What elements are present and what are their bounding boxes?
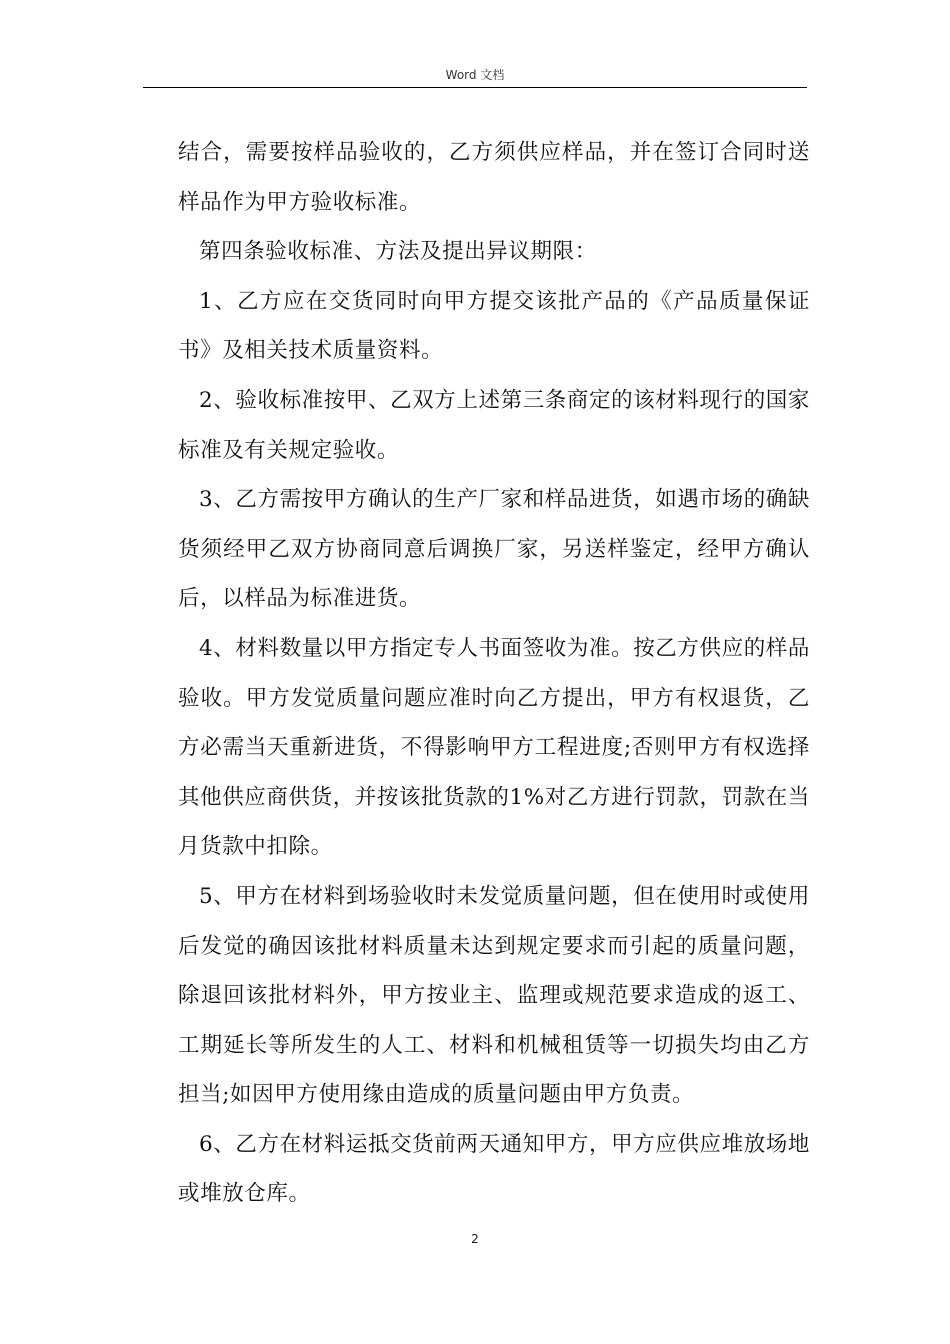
document-body [178, 128, 810, 1219]
page-header: Word 文档 [445, 68, 505, 82]
paragraph-article-four-heading: 第四条验收标准、方法及提出异议期限： [199, 239, 597, 265]
paragraph-clause-4: 4、材料数量以甲方指定专人书面签收为准。按乙方供应的样品验收。甲方发觉质量问题应准时向乙方提出，甲方有权退货，乙方必需当天重新进货，不得影响甲方工程进度;否则甲方有权选择其他供应商供货，并按该批货款的1%对乙方进行罚款，罚款在当月货款中扣除。 [178, 635, 811, 860]
paragraph-clause-5: 5、甲方在材料到场验收时未发觉质量问题，但在使用时或使用后发觉的确因该批材料质量未达到规定要求而引起的质量问题，除退回该批材料外，甲方按业主、监理或规范要求造成的返工、工期延长等所发生的人工、材料和机械租赁等一切损失均由乙方担当;如因甲方使用缘由造成的质量问题由甲方负责。 [178, 883, 810, 1108]
paragraph-clause-2: 2、验收标准按甲、乙双方上述第三条商定的该材料现行的国家标准及有关规定验收。 [178, 387, 810, 463]
header-divider [143, 87, 807, 88]
paragraph-clause-6: 6、乙方在材料运抵交货前两天通知甲方，甲方应供应堆放场地或堆放仓库。 [178, 1131, 810, 1207]
page-number: 2 [471, 1232, 479, 1246]
paragraph-clause-1: 1、乙方应在交货同时向甲方提交该批产品的《产品质量保证书》及相关技术质量资料。 [178, 288, 810, 364]
paragraph-clause-3: 3、乙方需按甲方确认的生产厂家和样品进货，如遇市场的确缺货须经甲乙双方协商同意后调换厂家，另送样鉴定，经甲方确认后，以样品为标准进货。 [178, 487, 810, 612]
paragraph-continuation: 结合，需要按样品验收的，乙方须供应样品，并在签订合同时送样品作为甲方验收标准。 [178, 140, 810, 215]
